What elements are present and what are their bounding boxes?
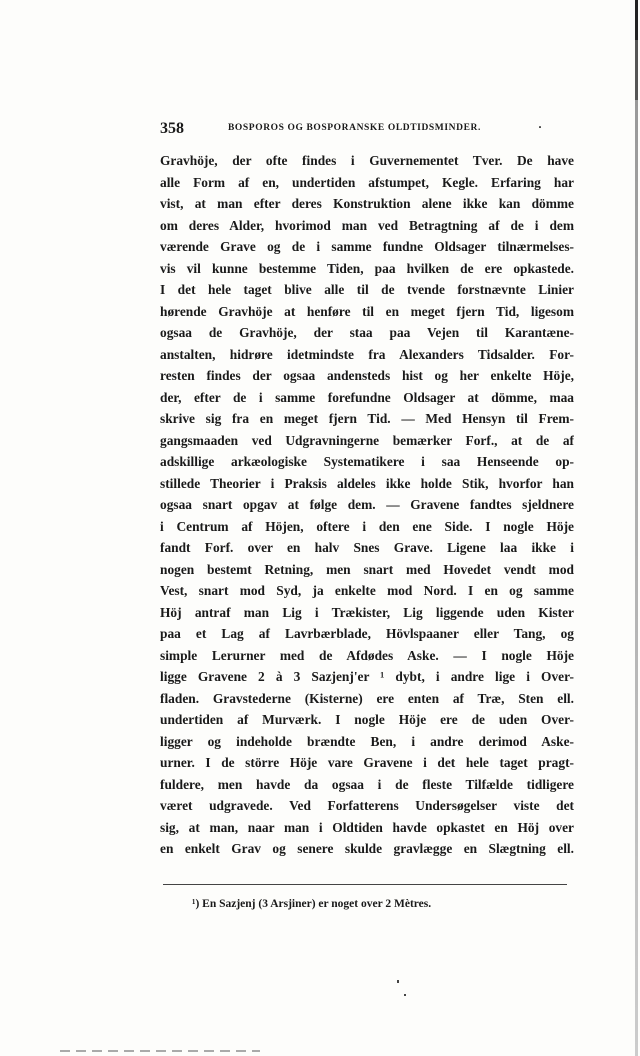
footnote: ¹) En Sazjenj (3 Arsjiner) er noget over 2 Mètres. xyxy=(192,898,432,910)
text-line: ligger og indeholde brændte Ben, i andre derimod Aske- xyxy=(160,733,574,749)
text-line: fladen. Gravstederne (Kisterne) ere enten af Træ, Sten ell. xyxy=(160,690,574,706)
page-edge xyxy=(635,0,638,1056)
text-line: stillede Theorier i Praksis aldeles ikke holde Stik, hvorfor han xyxy=(160,475,574,491)
page-number: 358 xyxy=(160,120,184,137)
text-line: fuldere, men havde da ogsaa i de fleste Tilfælde tidligere xyxy=(160,776,574,792)
text-line: vis vil kunne bestemme Tiden, paa hvilken de ere opkastede. xyxy=(160,260,574,276)
footnote-rule xyxy=(163,884,567,885)
text-line: urner. I de större Höje vare Gravene i det hele taget pragt- xyxy=(160,755,574,770)
text-line: alle Form af en, undertiden afstumpet, Kegle. Erfaring har xyxy=(160,174,574,190)
text-line: sig, at man, naar man i Oldtiden havde opkastet en Höj over xyxy=(160,819,574,835)
page-header xyxy=(160,120,560,140)
text-line: Gravhöje, der ofte findes i Guvernementet Tver. De have xyxy=(160,153,574,168)
text-line: adskillige arkæologiske Systematikere i saa Henseende op- xyxy=(160,454,574,469)
text-line: værende Grave og de i samme fundne Oldsager tilnærmelses- xyxy=(160,239,574,254)
ink-speck xyxy=(404,994,406,996)
text-line: ogsaa de Gravhöje, der staa paa Vejen til Karantæne- xyxy=(160,325,574,340)
header-dot: · xyxy=(538,120,543,134)
ink-speck xyxy=(397,980,399,983)
text-line: Vest, snart mod Syd, ja enkelte mod Nord. I en og samme xyxy=(160,583,574,598)
text-line: der, efter de i samme forefundne Oldsager at dömme, maa xyxy=(160,389,574,405)
text-line: en enkelt Grav og senere skulde gravlægge en Slægtning ell. xyxy=(160,841,574,856)
body-text xyxy=(160,150,574,860)
text-line: resten findes der ogsaa andensteds hist og her enkelte Höje, xyxy=(160,368,574,383)
text-line: hørende Gravhöje at henføre til en meget fjern Tid, ligesom xyxy=(160,303,574,319)
text-line: vist, at man efter deres Konstruktion alene ikke kan dömme xyxy=(160,196,574,211)
text-line: ligge Gravene 2 à 3 Sazjenj'er ¹ dybt, i andre lige i Over- xyxy=(160,669,574,684)
text-line: skrive sig fra en meget fjern Tid. — Med Hensyn til Frem- xyxy=(160,411,574,426)
text-line: været udgravede. Ved Forfatterens Undersøgelser viste det xyxy=(160,798,574,813)
bottom-edge-marks xyxy=(60,1050,260,1052)
running-head: BOSPOROS OG BOSPORANSKE OLDTIDSMINDER. xyxy=(228,123,481,133)
text-line: paa et Lag af Lavrbærblade, Hövlspaaner eller Tang, og xyxy=(160,626,574,641)
text-line: fandt Forf. over en halv Snes Grave. Ligene laa ikke i xyxy=(160,540,574,555)
text-line: simple Lerurner med de Afdødes Aske. — I nogle Höje xyxy=(160,647,574,663)
text-line: anstalten, hidrøre idetmindste fra Alexanders Tidsalder. For- xyxy=(160,346,574,362)
text-line: om deres Alder, hvorimod man ved Betragtning af de i dem xyxy=(160,217,574,233)
text-line: i Centrum af Höjen, oftere i den ene Side. I nogle Höje xyxy=(160,518,574,534)
text-line: nogen bestemt Retning, men snart med Hovedet vendt mod xyxy=(160,561,574,577)
text-line: undertiden af Murværk. I nogle Höje ere de uden Over- xyxy=(160,712,574,727)
text-line: ogsaa snart opgav at følge dem. — Gravene fandtes sjeldnere xyxy=(160,497,574,512)
text-line: Höj antraf man Lig i Trækister, Lig liggende uden Kister xyxy=(160,604,574,620)
text-line: I det hele taget blive alle til de tvende forstnævnte Linier xyxy=(160,282,574,297)
text-line: gangsmaaden ved Udgravningerne bemærker Forf., at de af xyxy=(160,432,574,448)
